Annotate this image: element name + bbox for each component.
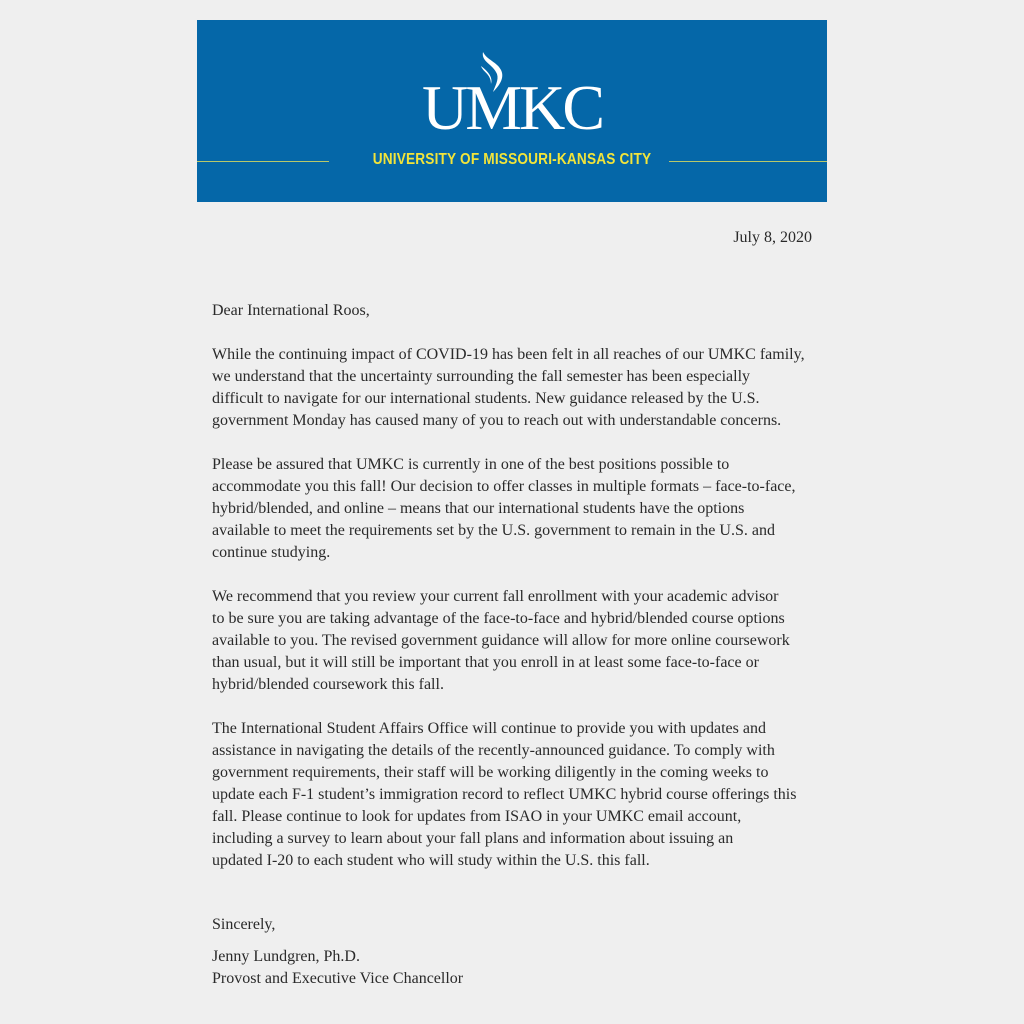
paragraph-line: hybrid/blended coursework this fall. (212, 676, 444, 693)
signature-title: Provost and Executive Vice Chancellor (212, 970, 464, 987)
letter-date: July 8, 2020 (733, 229, 812, 246)
salutation: Dear International Roos, (212, 302, 370, 319)
paragraph (212, 718, 832, 872)
paragraph-line: including a survey to learn about your fall plans and information about issuing an (212, 830, 734, 847)
paragraph-line: assistance in navigating the details of the recently-announced guidance. To comply with (212, 742, 775, 759)
signature-name: Jenny Lundgren, Ph.D. (212, 948, 360, 965)
paragraph-line: hybrid/blended, and online – means that our international students have the options (212, 500, 745, 517)
university-tagline: UNIVERSITY OF MISSOURI-KANSAS CITY (372, 151, 652, 168)
paragraph-line: than usual, but it will still be important that you enroll in at least some face-to-face or (212, 654, 759, 671)
paragraph-line: update each F-1 student’s immigration record to reflect UMKC hybrid course offerings this (212, 786, 797, 803)
paragraph-line: available to meet the requirements set by the U.S. government to remain in the U.S. and (212, 522, 775, 539)
paragraph-line: difficult to navigate for our international students. New guidance released by the U.S. (212, 390, 760, 407)
paragraph-line: accommodate you this fall! Our decision to offer classes in multiple formats – face-to-face, (212, 478, 796, 495)
paragraph-line: to be sure you are taking advantage of the face-to-face and hybrid/blended course options (212, 610, 785, 627)
paragraph-line: we understand that the uncertainty surrounding the fall semester has been especially (212, 368, 751, 385)
paragraph-line: updated I-20 to each student who will study within the U.S. this fall. (212, 852, 650, 869)
paragraph-line: We recommend that you review your current fall enrollment with your academic advisor (212, 588, 779, 605)
umkc-logo: UMKC (421, 72, 603, 143)
paragraph-line: fall. Please continue to look for updates from ISAO in your UMKC email account, (212, 808, 742, 825)
paragraph-line: available to you. The revised government guidance will allow for more online coursework (212, 632, 790, 649)
paragraph-line: government Monday has caused many of you to reach out with understandable concerns. (212, 412, 782, 429)
paragraph-line: While the continuing impact of COVID-19 has been felt in all reaches of our UMKC family, (212, 346, 805, 363)
paragraph-line: government requirements, their staff will be working diligently in the coming weeks to (212, 764, 769, 781)
header-banner (197, 20, 827, 202)
closing: Sincerely, (212, 916, 276, 933)
paragraph (212, 586, 832, 696)
letter-body (212, 300, 832, 990)
paragraph-line: Please be assured that UMKC is currently in one of the best positions possible to (212, 456, 730, 473)
paragraph (212, 454, 832, 564)
paragraph (212, 344, 832, 432)
paragraph-line: The International Student Affairs Office will continue to provide you with updates and (212, 720, 766, 737)
paragraph-line: continue studying. (212, 544, 331, 561)
